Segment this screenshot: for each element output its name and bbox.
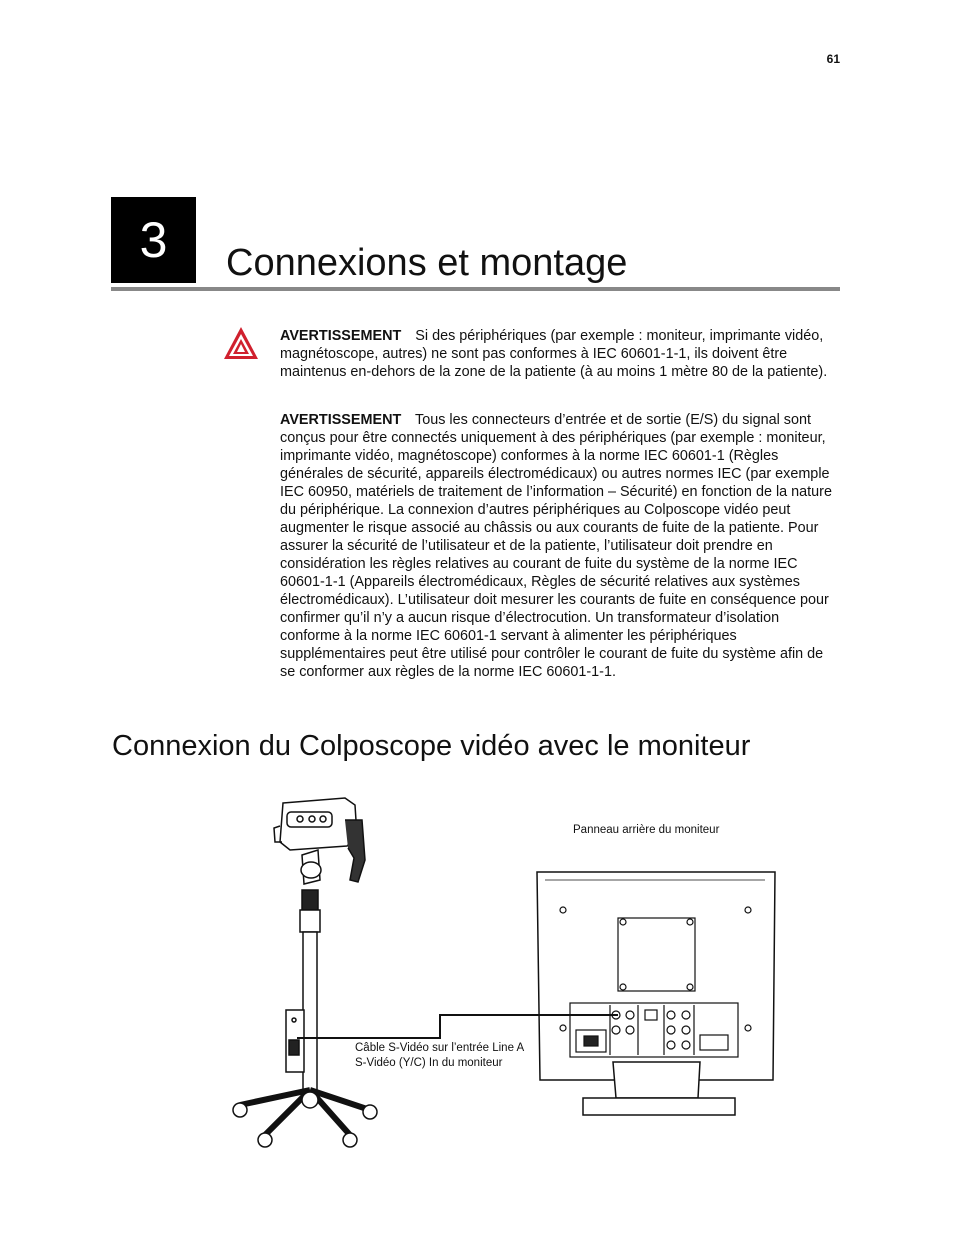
monitor-rear xyxy=(537,872,775,1115)
chapter-title: Connexions et montage xyxy=(226,242,628,284)
warning-label: AVERTISSEMENT xyxy=(280,412,402,428)
cable-label: Câble S-Vidéo sur l’entrée Line A S-Vidéo (Y/C) In du moniteur xyxy=(355,1042,524,1069)
warning-text: Tous les connecteurs d’entrée et de sortie (E/S) du signal sont conçus pour être connectés uniquement à des périphériques (par exemple : moniteur, imprimante vidéo, magnétoscope) conformes à la norme IEC 60601-1 (Règles générales de sécurité, appareils électromédicaux) ou autres normes IEC (par exemple IEC 60950, matériels de traitement de l’information – Sécurité) en fonction de la nature du périphérique. La connexion d’autres périphériques au Colposcope vidéo peut augmenter le risque associé au châssis ou aux courants de fuite de la patiente. Pour assurer la sécurité de l’utilisateur et de la patiente, l’utilisateur doit prendre en considération les règles relatives au courant de fuite du système de la norme IEC 60601-1-1 (Appareils électromédicaux, Règles de sécurité relatives aux systèmes électromédicaux). L’utilisateur doit mesurer les courants de fuite en conséquence pour confirmer qu’il n’y a aucun risque d’électrocution. Un transformateur d’isolation conforme à la norme IEC 60601-1 servant à alimenter les périphériques supplémentaires peut être utilisé pour contrôler le courant de fuite du système afin de se conformer aux règles de la norme IEC 60601-1-1. xyxy=(280,412,832,680)
monitor-panel-label: Panneau arrière du moniteur xyxy=(573,824,720,836)
warning-label: AVERTISSEMENT xyxy=(280,328,402,344)
colposcope-stand xyxy=(233,798,377,1147)
section-title: Connexion du Colposcope vidéo avec le moniteur xyxy=(112,730,751,762)
chapter-number: 3 xyxy=(111,197,196,283)
warning-text: Si des périphériques (par exemple : moniteur, imprimante vidéo, magnétoscope, autres) ne sont pas conformes à IEC 60601-1-1, ils doivent être maintenus en-dehors de la zone de la patiente (à au moins 1 mètre 80 de la patiente). xyxy=(280,328,828,380)
page-number: 61 xyxy=(826,52,840,66)
